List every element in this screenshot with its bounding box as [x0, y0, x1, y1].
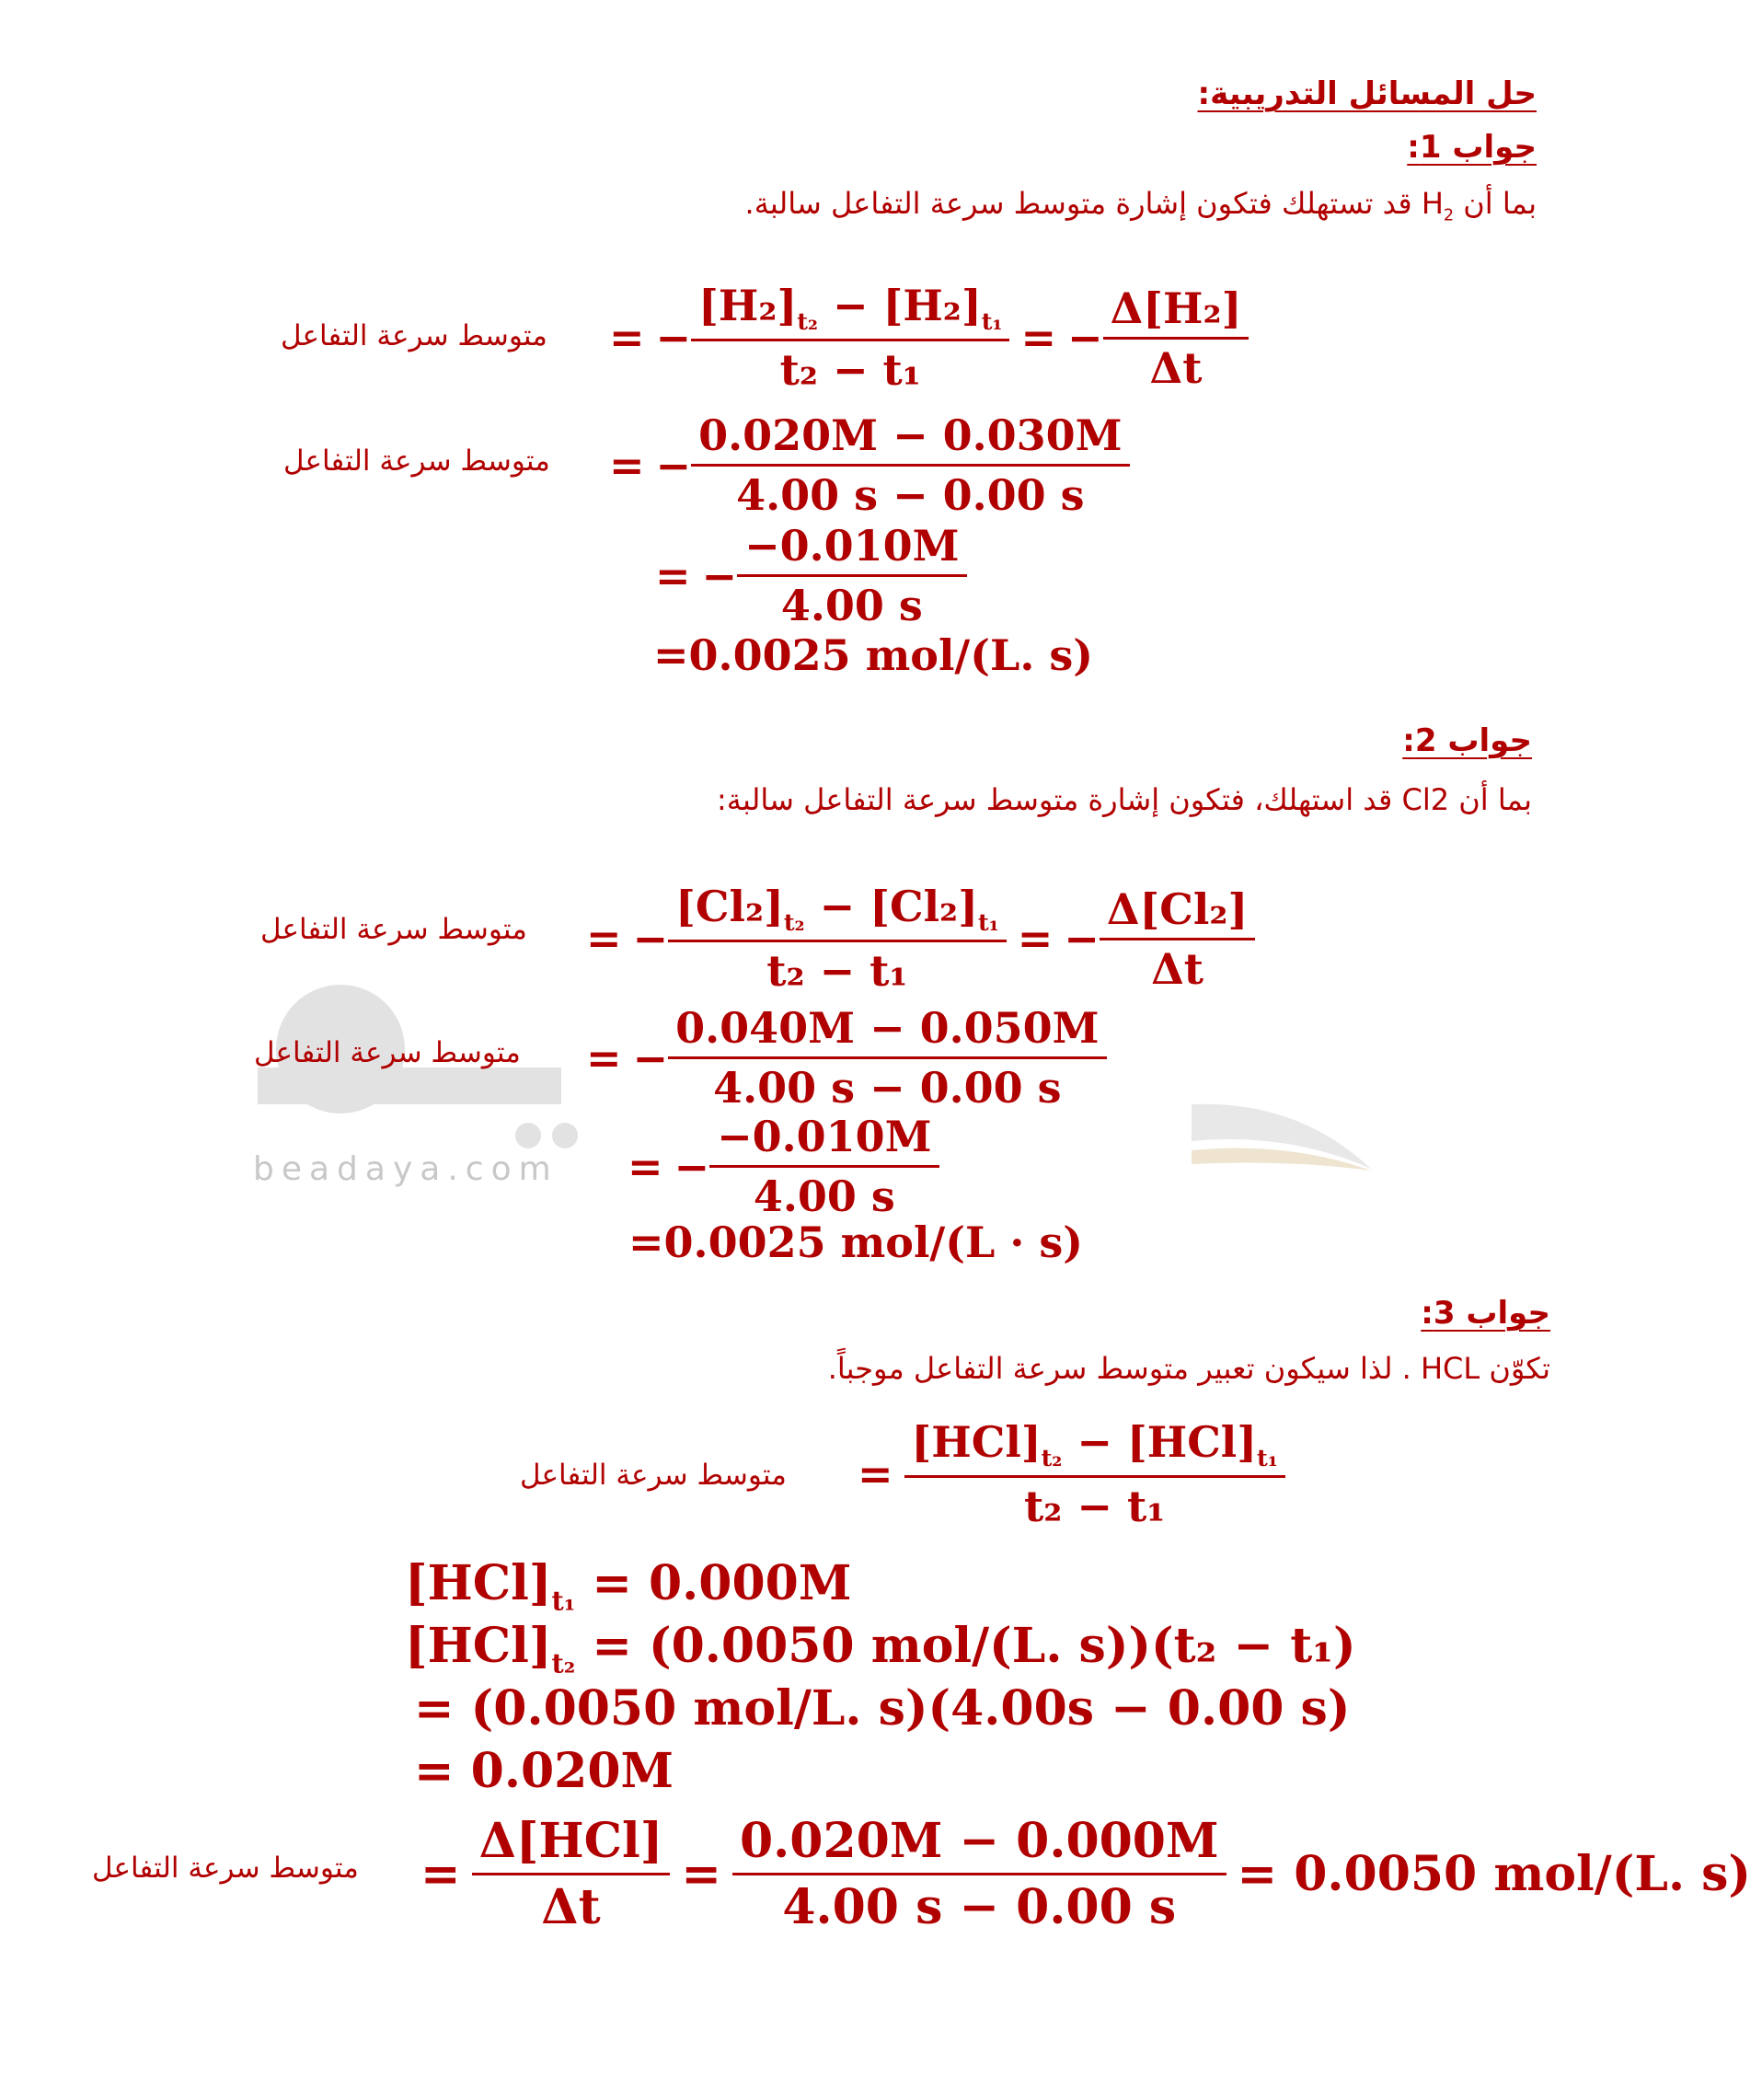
answer1-label-1: متوسط سرعة التفاعل	[281, 319, 547, 352]
answer1-delta-fraction: $\frac{\text{Δ[H₂]}}{\Delta t}$	[1103, 283, 1250, 393]
answer1-step-equation: = − $\frac{-0.010M}{4.00 s}$	[644, 521, 967, 630]
answer1-definition-fraction: $\frac{[H_2]_{t_2} - [H_2]_{t_1}}{\text{t₂ − t₁}}$	[691, 281, 1009, 395]
answer2-substitution-equation: = − $\frac{0.040M - 0.050M}{4.00 s - 0.00 s}$	[575, 1003, 1107, 1113]
answer2-result: =0.0025 mol/(L · s)	[628, 1217, 1084, 1267]
answer2-label-2: متوسط سرعة التفاعل	[254, 1036, 521, 1069]
answer3-definition-equation: = $\frac{[HCl]_{t_2} - [HCl]_{t_1}}{\text{t₂ − t₁}}$	[846, 1417, 1285, 1531]
answer1-definition-equation: = − $\frac{[H_2]_{t_2} - [H_2]_{t_1}}{\text{t₂ − t₁}}$ = − $\frac{\text{Δ[H₂]}}{\Delta t}$	[598, 281, 1249, 395]
answer1-intro: بما أن $H_2$ قد تستهلك فتكون إشارة متوسط سرعة التفاعل سالبة.	[744, 186, 1537, 225]
answer3-label-2: متوسط سرعة التفاعل	[92, 1852, 359, 1885]
watermark	[248, 975, 580, 1196]
answer3-line2: $[HCl]_{t_2} = (0.0050$ mol/(L. s))(t₂ − t₁)	[405, 1618, 1356, 1679]
watermark-swoosh-icon	[1187, 1095, 1389, 1178]
answer3-line1: $[HCl]_{t_1} = 0.000M$	[405, 1555, 852, 1617]
answer3-final-equation: = $\frac{\text{Δ[HCl]}}{\Delta t}$ = $\frac{0.020M - 0.000M}{4.00 s - 0.00 s}$ = 0.0050 mol/(L. s)	[420, 1813, 1752, 1935]
watermark-text: beadaya.com	[253, 1150, 559, 1188]
answer3-line3: = (0.0050 mol/L. s)(4.00s − 0.00 s)	[414, 1680, 1351, 1737]
answer1-heading: جواب 1:	[1407, 129, 1537, 166]
answer2-intro: بما أن Cl2 قد استهلك، فتكون إشارة متوسط سرعة التفاعل سالبة:	[717, 782, 1532, 817]
answer3-intro: تكوّن HCL . لذا سيكون تعبير متوسط سرعة التفاعل موجباً.	[827, 1351, 1550, 1386]
answer3-label-1: متوسط سرعة التفاعل	[520, 1459, 787, 1492]
answer2-label-1: متوسط سرعة التفاعل	[260, 913, 527, 946]
answer1-substitution-equation: = − $\frac{0.020M - 0.030M}{4.00 s - 0.00 s}$	[598, 410, 1130, 520]
answer2-definition-equation: = − $\frac{[Cl_2]_{t_2} - [Cl_2]_{t_1}}{\text{t₂ − t₁}}$ = − $\frac{\text{Δ[Cl₂]}}{\Delta t}$	[575, 882, 1255, 996]
answer3-line4: = 0.020M	[414, 1743, 674, 1799]
answer2-heading: جواب 2:	[1402, 722, 1532, 759]
answer1-label-2: متوسط سرعة التفاعل	[283, 444, 550, 478]
answer1-intro-species: $H_2$	[1421, 186, 1455, 225]
answer2-step-equation: = − $\frac{-0.010M}{4.00 s}$	[616, 1112, 939, 1221]
answer1-result: =0.0025 mol/(L. s)	[653, 630, 1094, 680]
answer3-heading: جواب 3:	[1421, 1295, 1550, 1332]
page-title: حل المسائل التدريبية:	[1197, 75, 1537, 112]
